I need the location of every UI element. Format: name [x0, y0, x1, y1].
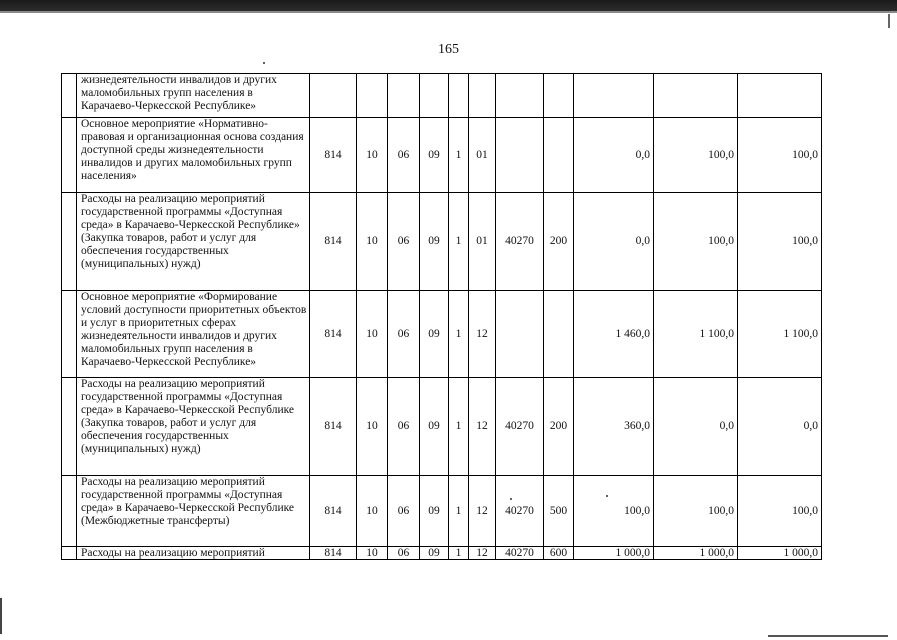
subsection-code: 06 — [388, 378, 420, 476]
subprogram-code: 1 — [449, 193, 469, 291]
table-row — [62, 118, 822, 193]
amount-year-2: 1 100,0 — [654, 291, 738, 378]
subsection-code: 06 — [388, 547, 420, 560]
scan-top-border — [0, 0, 897, 11]
subprogram-code: 1 — [449, 118, 469, 193]
table-row — [62, 74, 822, 118]
index-cell — [62, 378, 77, 476]
expense-type-code: 500 — [544, 476, 574, 547]
program-code: 09 — [420, 476, 449, 547]
section-code: 10 — [357, 378, 388, 476]
scan-speck — [263, 62, 265, 64]
row-name: Основное мероприятие «Формирование условий доступности приоритетных объектов и услуг в приоритетных сферах жизнедеятельности инвалидов и других маломобильных групп населения в Карачаево-Черкесской Республике» — [77, 291, 310, 378]
program-code: 09 — [420, 547, 449, 560]
index-cell — [62, 74, 77, 118]
index-cell — [62, 193, 77, 291]
program-code: 09 — [420, 378, 449, 476]
table-row — [62, 476, 822, 547]
amount-year-3: 0,0 — [738, 378, 822, 476]
scan-top-border-shadow — [0, 11, 897, 13]
amount-year-3: 1 100,0 — [738, 291, 822, 378]
ministry-code: 814 — [310, 118, 357, 193]
program-code: 09 — [420, 193, 449, 291]
amount-year-2: 100,0 — [654, 193, 738, 291]
direction-code — [496, 74, 544, 118]
amount-year-3 — [738, 74, 822, 118]
section-code — [357, 74, 388, 118]
amount-year-1: 0,0 — [574, 118, 654, 193]
event-code: 01 — [469, 193, 496, 291]
index-cell — [62, 291, 77, 378]
ministry-code: 814 — [310, 378, 357, 476]
amount-year-2: 1 000,0 — [654, 547, 738, 560]
table-row — [62, 291, 822, 378]
ministry-code: 814 — [310, 291, 357, 378]
subprogram-code: 1 — [449, 378, 469, 476]
amount-year-1: 1 000,0 — [574, 547, 654, 560]
amount-year-2: 0,0 — [654, 378, 738, 476]
expense-type-code — [544, 291, 574, 378]
direction-code — [496, 291, 544, 378]
row-name: Расходы на реализацию мероприятий государственной программы «Доступная среда» в Карачаево-Черкесской Республике (Межбюджетные трансферты) — [77, 476, 310, 547]
section-code: 10 — [357, 547, 388, 560]
event-code: 12 — [469, 476, 496, 547]
scan-edge-mark — [888, 14, 890, 28]
section-code: 10 — [357, 476, 388, 547]
expense-type-code — [544, 118, 574, 193]
budget-table — [61, 73, 822, 560]
section-code: 10 — [357, 291, 388, 378]
index-cell — [62, 118, 77, 193]
amount-year-3: 100,0 — [738, 118, 822, 193]
amount-year-3: 100,0 — [738, 476, 822, 547]
row-name: Расходы на реализацию мероприятий государственной программы «Доступная среда» в Карачаево-Черкесской Республике (Закупка товаров, работ и услуг для обеспечения государственных (муниципальных) нужд) — [77, 378, 310, 476]
event-code: 12 — [469, 291, 496, 378]
ministry-code: 814 — [310, 547, 357, 560]
subprogram-code: 1 — [449, 547, 469, 560]
program-code: 09 — [420, 291, 449, 378]
event-code: 01 — [469, 118, 496, 193]
event-code — [469, 74, 496, 118]
expense-type-code — [544, 74, 574, 118]
page-number: 165 — [438, 42, 459, 57]
row-name: Расходы на реализацию мероприятий государственной программы «Доступная среда» в Карачаево-Черкесской Республике» (Закупка товаров, работ и услуг для обеспечения государственных (муниципальных) нужд) — [77, 193, 310, 291]
section-code: 10 — [357, 193, 388, 291]
ministry-code: 814 — [310, 193, 357, 291]
table-row — [62, 193, 822, 291]
amount-year-2: 100,0 — [654, 476, 738, 547]
subsection-code: 06 — [388, 476, 420, 547]
direction-code — [496, 118, 544, 193]
scan-edge-mark — [768, 635, 888, 637]
amount-year-1: 0,0 — [574, 193, 654, 291]
event-code: 12 — [469, 547, 496, 560]
amount-year-1: 100,0 — [574, 476, 654, 547]
program-code: 09 — [420, 118, 449, 193]
scan-edge-mark — [0, 598, 2, 634]
direction-code: 40270 — [496, 193, 544, 291]
ministry-code: 814 — [310, 476, 357, 547]
amount-year-2 — [654, 74, 738, 118]
subsection-code: 06 — [388, 118, 420, 193]
table-row — [62, 378, 822, 476]
subprogram-code: 1 — [449, 291, 469, 378]
ministry-code — [310, 74, 357, 118]
event-code: 12 — [469, 378, 496, 476]
index-cell — [62, 547, 77, 560]
direction-code: 40270 — [496, 547, 544, 560]
direction-code: 40270 — [496, 476, 544, 547]
table-row — [62, 547, 822, 560]
amount-year-1 — [574, 74, 654, 118]
amount-year-1: 360,0 — [574, 378, 654, 476]
row-name: жизнедеятельности инвалидов и других маломобильных групп населения в Карачаево-Черкесской Республике» — [77, 74, 310, 118]
subsection-code — [388, 74, 420, 118]
index-cell — [62, 476, 77, 547]
program-code — [420, 74, 449, 118]
amount-year-2: 100,0 — [654, 118, 738, 193]
direction-code: 40270 — [496, 378, 544, 476]
row-name: Основное мероприятие «Нормативно-правовая и организационная основа создания доступной среды жизнедеятельности инвалидов и других маломобильных групп населения» — [77, 118, 310, 193]
subsection-code: 06 — [388, 291, 420, 378]
subsection-code: 06 — [388, 193, 420, 291]
section-code: 10 — [357, 118, 388, 193]
expense-type-code: 200 — [544, 378, 574, 476]
expense-type-code: 200 — [544, 193, 574, 291]
amount-year-1: 1 460,0 — [574, 291, 654, 378]
amount-year-3: 1 000,0 — [738, 547, 822, 560]
amount-year-3: 100,0 — [738, 193, 822, 291]
expense-type-code: 600 — [544, 547, 574, 560]
subprogram-code: 1 — [449, 476, 469, 547]
row-name: Расходы на реализацию мероприятий — [77, 547, 310, 560]
subprogram-code — [449, 74, 469, 118]
